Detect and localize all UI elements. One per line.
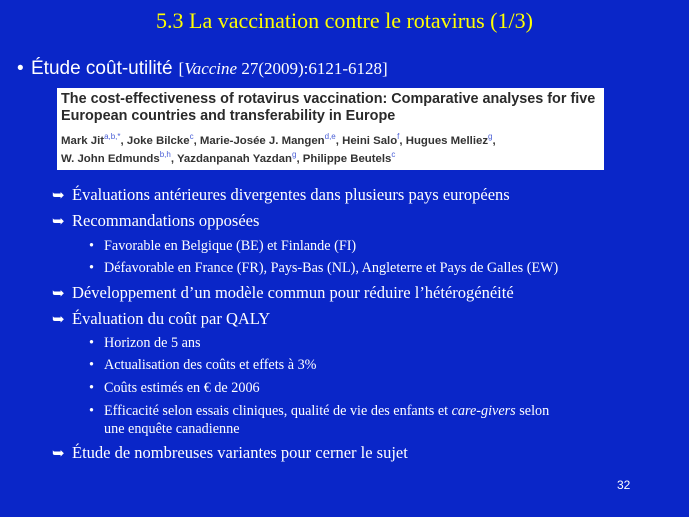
- author: Marie-Josée J. Mangen$^{d,e}$,: [199, 132, 343, 147]
- list-item: ➥ Étude de nombreuses variantes pour cerner le sujet: [52, 443, 408, 462]
- author: Mark Jit$^{a,b,*}$,: [61, 132, 127, 147]
- author: Philippe Beutels$^c$: [302, 149, 396, 165]
- arrow-icon: ➥: [52, 188, 65, 204]
- bullet-dot: •: [89, 335, 94, 351]
- bullet-dot: •: [89, 357, 94, 373]
- arrow-icon: ➥: [52, 214, 65, 230]
- bullet-dot: •: [89, 380, 94, 396]
- bullet-dot: •: [89, 260, 94, 276]
- sub-list-item: • Défavorable en France (FR), Pays-Bas (NL), Angleterre et Pays de Galles (EW): [89, 260, 559, 276]
- sub-list-item: • Horizon de 5 ans: [89, 335, 201, 351]
- list-item: ➥ Évaluation du coût par QALY: [52, 309, 271, 328]
- author: Heini Salo$^f$,: [342, 132, 406, 147]
- slide-title: 5.3 La vaccination contre le rotavirus (1/3): [156, 8, 533, 33]
- author: Joke Bilcke$^c$,: [126, 132, 200, 147]
- paper-authors: [61, 130, 600, 166]
- list-item: ➥ Développement d’un modèle commun pour réduire l’hétérogénéité: [52, 283, 514, 302]
- reference-bracket: [: [178, 59, 185, 78]
- reference-details: 27(2009):6121-6128]: [237, 59, 388, 78]
- bullet-dot: •: [17, 58, 24, 79]
- main-bullet: [17, 58, 388, 80]
- sub-list-item: • Actualisation des coûts et effets à 3%: [89, 357, 317, 373]
- reference: [179, 59, 388, 78]
- arrow-icon: ➥: [52, 286, 65, 302]
- main-bullet-text: Étude coût-utilité: [31, 58, 173, 79]
- arrow-icon: ➥: [52, 312, 65, 328]
- paper-title: The cost-effectiveness of rotavirus vaccination: Comparative analyses for five European countries and transferability in Europe: [61, 91, 596, 124]
- arrow-icon: ➥: [52, 446, 65, 462]
- paper-header-image: [57, 88, 604, 170]
- page-number: 32: [617, 478, 631, 492]
- list-item: ➥ Évaluations antérieures divergentes dans plusieurs pays européens: [52, 185, 510, 204]
- reference-journal: Vaccine: [184, 59, 238, 78]
- list-item: ➥ Recommandations opposées: [52, 211, 260, 230]
- bullet-dot: •: [89, 238, 94, 254]
- sub-list-item: • Coûts estimés en € de 2006: [89, 380, 260, 396]
- author: Yazdanpanah Yazdan$^g$,: [176, 149, 303, 165]
- author: Hugues Melliez$^g$,: [405, 132, 496, 147]
- sub-list-item: • Efficacité selon essais cliniques, qualité de vie des enfants et care-givers selon une enquête canadienne: [89, 403, 550, 437]
- bullet-dot: •: [89, 403, 94, 419]
- author: W. John Edmunds$^{b,h}$,: [61, 149, 177, 165]
- sub-list-item: • Favorable en Belgique (BE) et Finlande (FI): [89, 238, 357, 254]
